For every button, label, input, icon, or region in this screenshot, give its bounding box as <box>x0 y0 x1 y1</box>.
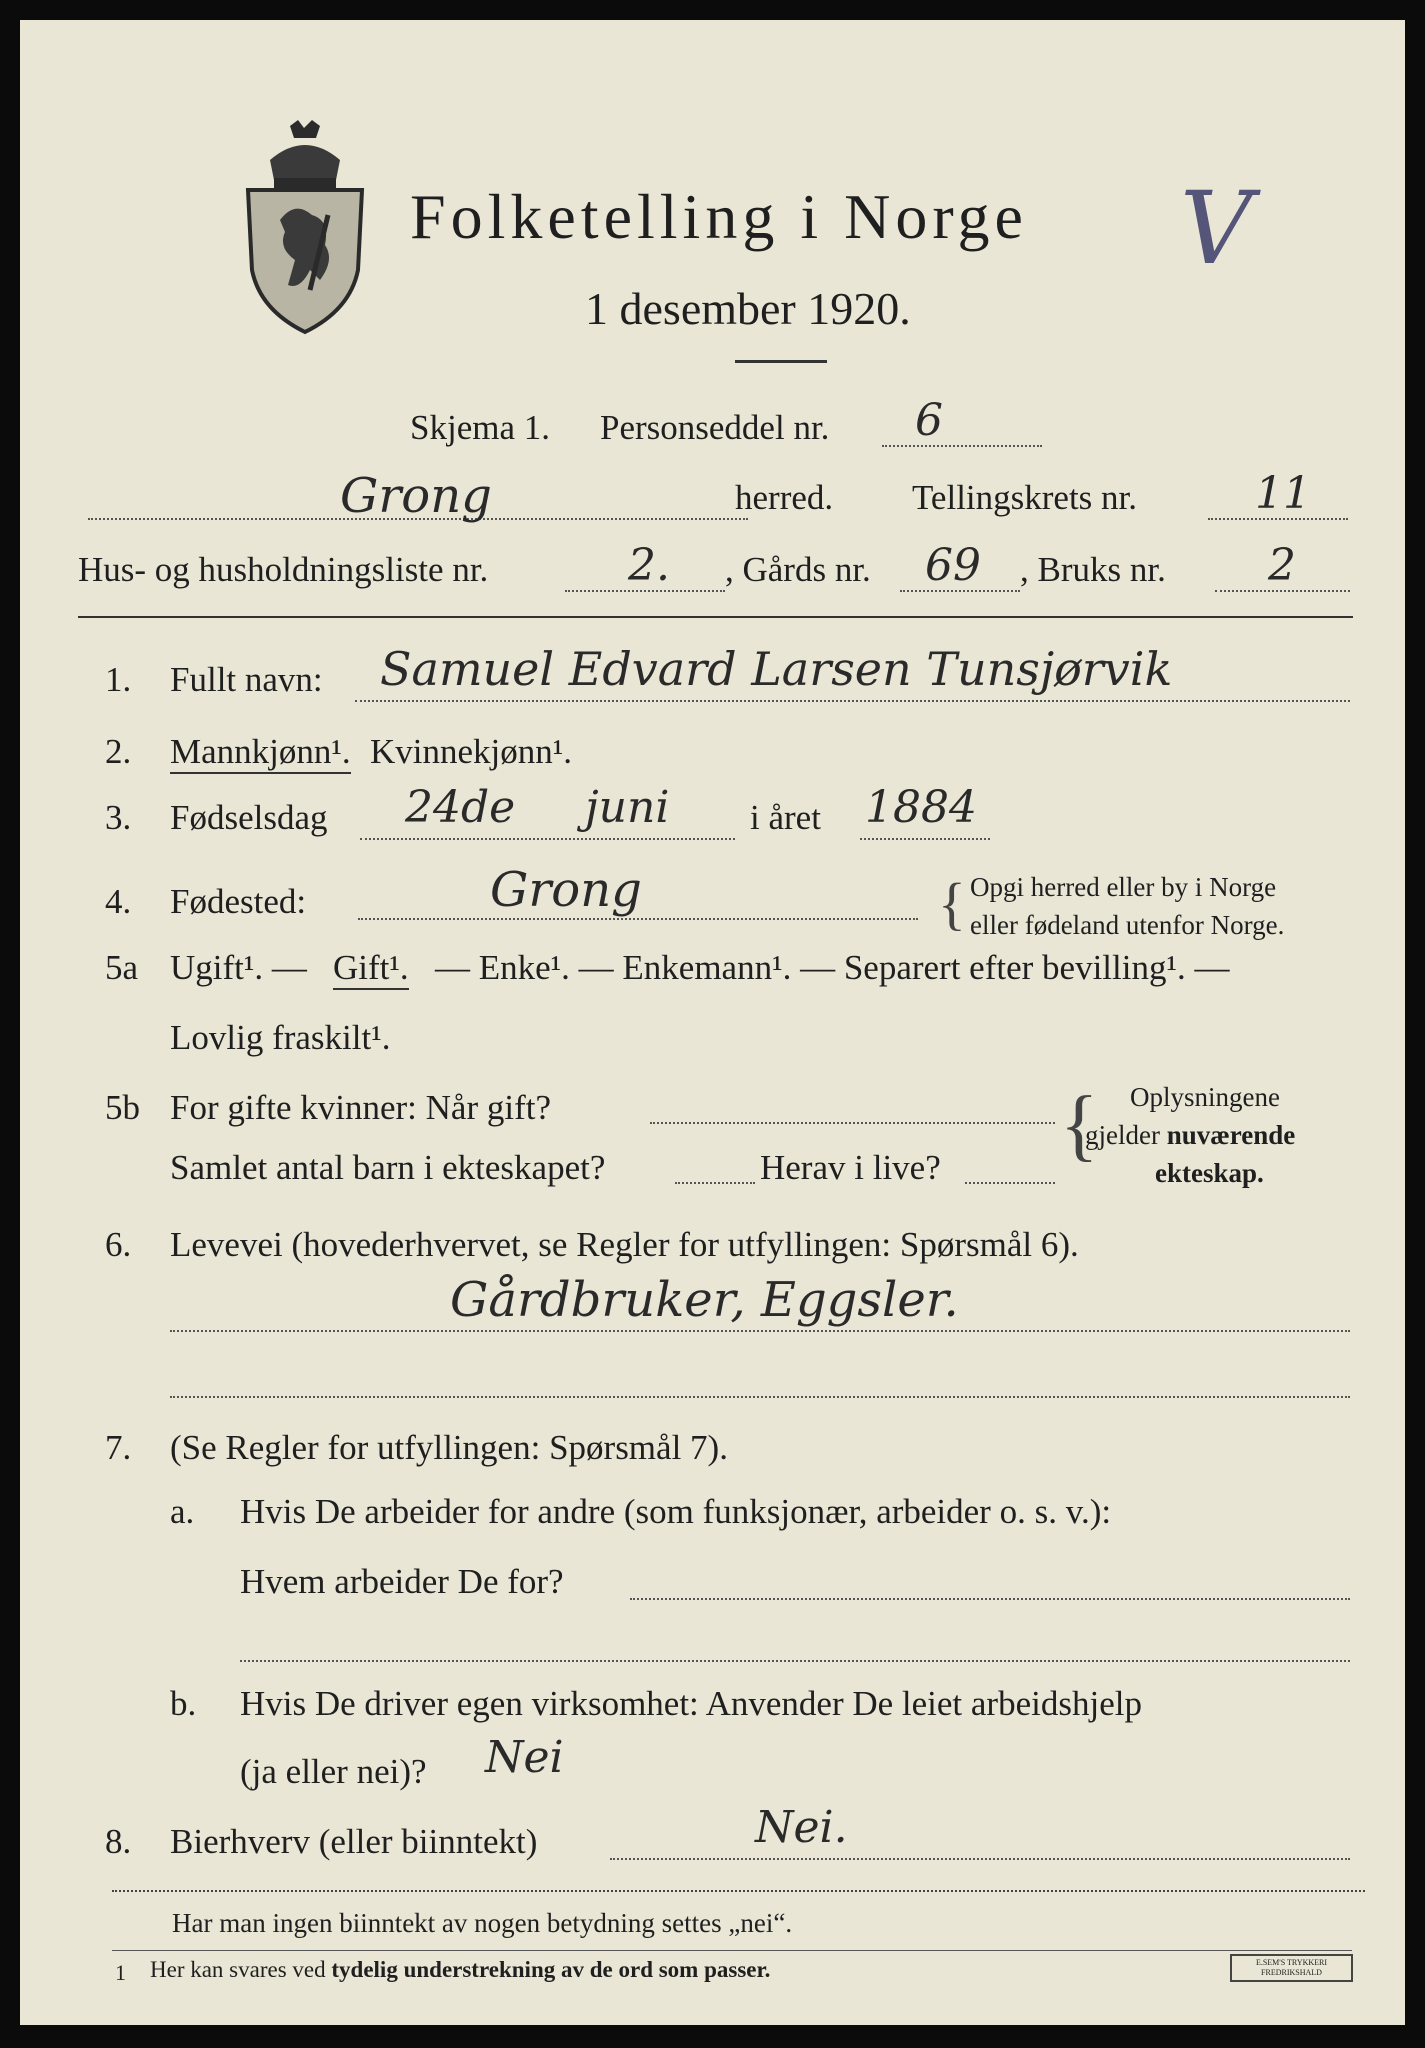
q3-number: 3. <box>105 798 132 837</box>
q7a-line-1: Hvis De arbeider for andre (som funksjonær, arbeider o. s. v.): <box>240 1492 1112 1531</box>
q7-number: 7. <box>105 1428 132 1467</box>
q4-brace: { <box>938 871 966 936</box>
q7a-answer-line-1 <box>630 1598 1350 1600</box>
q5b-note-2: gjelder nuværende <box>1085 1120 1296 1150</box>
q4-note-1: Opgi herred eller by i Norge <box>970 872 1277 902</box>
tellingskrets-value: 11 <box>1255 468 1311 519</box>
q3-year-label: i året <box>750 798 821 837</box>
q6-line-1 <box>170 1330 1350 1332</box>
q6-label: Levevei (hovederhvervet, se Regler for utfyllingen: Spørsmål 6). <box>170 1225 1079 1264</box>
personseddel-value: 6 <box>915 395 943 446</box>
personseddel-label: Personseddel nr. <box>600 408 830 447</box>
q5a-ugift: Ugift¹. — <box>170 948 307 987</box>
q7b-line-2: (ja eller nei)? <box>240 1752 427 1791</box>
norwegian-coat-of-arms-icon <box>240 120 370 335</box>
q1-value: Samuel Edvard Larsen Tunsjørvik <box>380 642 1173 696</box>
q1-line <box>355 700 1350 702</box>
q8-line <box>610 1858 1350 1860</box>
q4-label: Fødested: <box>170 882 307 921</box>
form-title: Folketelling i Norge <box>410 181 1028 252</box>
q7b-value: Nei <box>485 1732 564 1783</box>
q3-year: 1884 <box>865 782 977 833</box>
q3-year-line <box>860 838 990 840</box>
q5a-line2: Lovlig fraskilt¹. <box>170 1018 391 1057</box>
q7-label: (Se Regler for utfyllingen: Spørsmål 7). <box>170 1428 728 1467</box>
q3-month: juni <box>585 782 670 833</box>
gards-label: , Gårds nr. <box>725 550 871 589</box>
q5b-note-1: Oplysningene <box>1130 1082 1280 1112</box>
q7b-letter: b. <box>170 1684 197 1723</box>
q7a-letter: a. <box>170 1492 195 1531</box>
footnote-number: 1 <box>115 1960 126 1985</box>
herred-label: herred. <box>735 478 834 517</box>
header-rule <box>78 616 1353 618</box>
bruks-value: 2 <box>1268 540 1296 591</box>
footnote: Her kan svares ved tydelig understrekning av de ord som passer. <box>150 1957 771 1982</box>
q2-number: 2. <box>105 732 132 771</box>
schema-label: Skjema 1. <box>410 408 550 447</box>
q7a-line-2: Hvem arbeider De for? <box>240 1562 564 1601</box>
footer-rule <box>112 1890 1365 1892</box>
footer-note: Har man ingen biinntekt av nogen betydning settes „nei“. <box>172 1908 793 1938</box>
title-divider <box>735 360 827 363</box>
printer-stamp: E.SEM'S TRYKKERI FREDRIKSHALD <box>1230 1954 1353 1982</box>
q3-day-line <box>360 838 735 840</box>
gards-value: 69 <box>925 540 981 591</box>
q5a-rest: — Enke¹. — Enkemann¹. — Separert efter bevilling¹. — <box>435 948 1230 987</box>
q2-mann: Mannkjønn¹. <box>170 732 351 774</box>
form-date: 1 desember 1920. <box>585 283 911 334</box>
personseddel-line <box>882 445 1042 447</box>
q1-number: 1. <box>105 660 132 699</box>
q8-value: Nei. <box>755 1802 848 1853</box>
tellingskrets-label: Tellingskrets nr. <box>912 478 1138 517</box>
bruks-label: , Bruks nr. <box>1020 550 1166 589</box>
q8-number: 8. <box>105 1822 132 1861</box>
q3-label: Fødselsdag <box>170 798 328 837</box>
q1-label: Fullt navn: <box>170 660 323 699</box>
q4-value: Grong <box>490 862 642 918</box>
q4-number: 4. <box>105 882 132 921</box>
q2-kvinne: Kvinnekjønn¹. <box>370 732 573 771</box>
census-form <box>20 20 1405 2025</box>
q5b-line-1 <box>650 1122 1055 1124</box>
q5b-label-1: For gifte kvinner: Når gift? <box>170 1088 552 1127</box>
q5b-label-3: Herav i live? <box>760 1148 941 1187</box>
q7a-answer-line-2 <box>240 1660 1350 1662</box>
q5a-number: 5a <box>105 948 139 987</box>
hus-label: Hus- og husholdningsliste nr. <box>78 550 489 589</box>
q6-line-2 <box>170 1396 1350 1398</box>
footnote-rule <box>112 1950 1352 1951</box>
q5b-line-3 <box>965 1182 1055 1184</box>
q5b-brace: { <box>1060 1081 1099 1169</box>
q6-number: 6. <box>105 1225 132 1264</box>
q5b-line-2 <box>675 1182 755 1184</box>
q4-note-2: eller fødeland utenfor Norge. <box>970 910 1285 940</box>
q8-label: Bierhverv (eller biinntekt) <box>170 1822 538 1861</box>
q7b-line-1: Hvis De driver egen virksomhet: Anvender De leiet arbeidshjelp <box>240 1684 1142 1723</box>
q6-value: Gårdbruker, Eggsler. <box>450 1272 959 1328</box>
q3-day: 24de <box>405 782 516 833</box>
q5b-number: 5b <box>105 1088 140 1127</box>
q5b-note-3: ekteskap. <box>1155 1158 1264 1188</box>
q5a-gift: Gift¹. <box>333 948 409 990</box>
herred-value: Grong <box>340 468 492 524</box>
hus-value: 2. <box>628 540 670 591</box>
q4-line <box>358 918 918 920</box>
check-mark: V <box>1180 170 1253 287</box>
q5b-label-2: Samlet antal barn i ekteskapet? <box>170 1148 606 1187</box>
